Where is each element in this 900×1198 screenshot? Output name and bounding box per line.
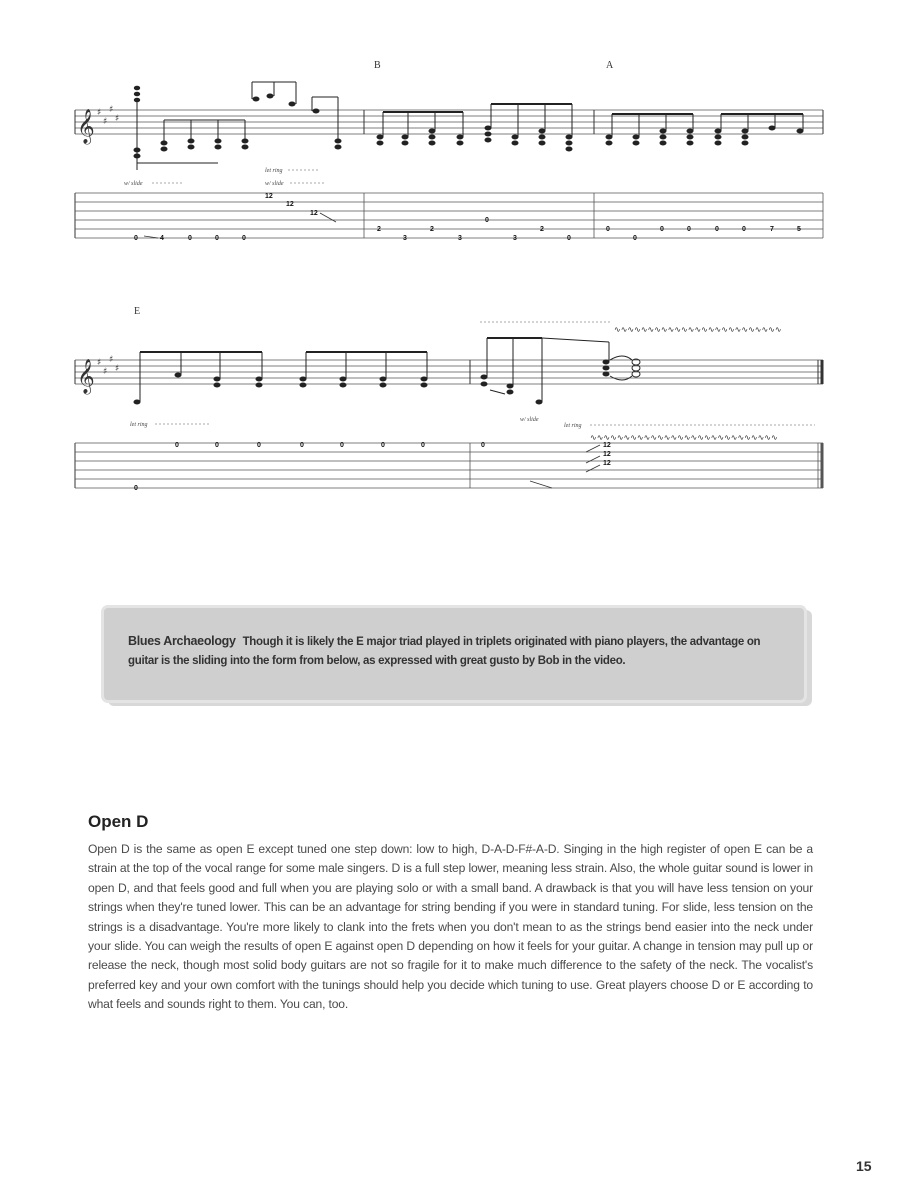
tab-fret: 5 <box>797 226 801 233</box>
notation-staff <box>75 110 823 134</box>
svg-text:♯: ♯ <box>109 355 114 365</box>
tab-staff <box>75 193 823 238</box>
tab-fret: 2 <box>430 226 434 233</box>
tab-fret: 0 <box>742 226 746 233</box>
tab-fret: 0 <box>567 235 571 242</box>
treble-clef-icon: 𝄞 <box>77 359 95 394</box>
tab-fret: 0 <box>633 235 637 242</box>
let-ring-annotation: let ring <box>130 422 148 428</box>
treble-clef-icon: 𝄞 <box>77 109 95 144</box>
tab-fret: 7 <box>770 226 774 233</box>
tab-fret: 3 <box>403 235 407 242</box>
w-slide-annotation: w/ slide <box>124 181 143 187</box>
chord-label-a: A <box>606 60 614 71</box>
let-ring-annotation: let ring <box>564 423 582 429</box>
tab-fret: 0 <box>687 226 691 233</box>
tab-fret: 0 <box>215 442 219 449</box>
vibrato-icon: ∿∿∿∿∿∿∿∿∿∿∿∿∿∿∿∿∿∿∿∿∿∿∿∿∿∿∿∿ <box>590 433 778 442</box>
tab-fret: 12 <box>286 201 294 208</box>
notation-staff <box>75 360 823 384</box>
tab-fret: 0 <box>481 442 485 449</box>
svg-text:♯: ♯ <box>115 364 120 374</box>
section-title: Open D <box>88 812 149 831</box>
chord-label-e: E <box>134 306 141 317</box>
tab-fret: 0 <box>215 235 219 242</box>
tab-staff <box>75 443 823 488</box>
tab-fret: 3 <box>513 235 517 242</box>
tab-fret: 0 <box>606 226 610 233</box>
tab-fret: 3 <box>458 235 462 242</box>
page-number: 15 <box>856 1158 872 1174</box>
tab-fret: 0 <box>188 235 192 242</box>
tab-fret: 0 <box>134 485 138 492</box>
system-2-score <box>0 290 900 510</box>
w-slide-annotation: w/ slide <box>520 417 539 423</box>
tab-fret: 2 <box>540 226 544 233</box>
tab-fret: 0 <box>340 442 344 449</box>
tab-fret: 0 <box>175 442 179 449</box>
tab-fret: 0 <box>715 226 719 233</box>
callout-title: Blues Archaeology <box>128 634 236 648</box>
svg-text:♯: ♯ <box>97 108 102 118</box>
tab-frets-measure-5 <box>481 442 611 488</box>
tab-fret: 0 <box>134 235 138 242</box>
svg-text:♯: ♯ <box>97 358 102 368</box>
tab-fret: 12 <box>603 451 611 458</box>
tab-frets-measure-1 <box>134 193 336 242</box>
svg-text:♯: ♯ <box>103 117 108 127</box>
system-1-score <box>0 0 900 270</box>
let-ring-annotation: let ring <box>265 168 283 174</box>
callout-body: Though it is likely the E major triad played in triplets originated with piano players, the advantage on guitar is the sliding into the form from below, as expressed with great gusto by Bob in the video. <box>128 636 761 667</box>
section-body: Open D is the same as open E except tuned one step down: low to high, D-A-D-F#-A-D. Singing in the high register of open E can be a strain at the top of the vocal range for some male singers. D is a full step lower, meaning less strain. Also, the whole guitar sound is lower in open D, and that feels good and full when you are playing solo or with a small band. A drawback is that you will have less tension on your strings when they're tuned lower. This can be an advantage for string bending if you were in standard tuning. For slide, less tension on the strings is a disadvantage. You're more likely to clank into the frets when you don't mean to as the strings bend easier into the neck under your slide. You can weigh the results of open E against open D depending on how it feels for your guitar. A change in tension may pull up or release the neck, though most solid body guitars are not so fragile for it to make much difference to the safety of the neck. The vocalist's preferred key and your own comfort with the tunings should help you decide which tuning to use. Great players choose D or E according to what feels and sounds right to them. You can, too. <box>88 842 813 1012</box>
music-system-1 <box>0 0 900 270</box>
tab-fret: 0 <box>242 235 246 242</box>
vibrato-icon: ∿∿∿∿∿∿∿∿∿∿∿∿∿∿∿∿∿∿∿∿∿∿∿∿∿ <box>614 325 782 334</box>
tab-fret: 12 <box>603 442 611 449</box>
tab-fret: 0 <box>485 217 489 224</box>
tab-fret: 4 <box>160 235 164 242</box>
tab-fret: 0 <box>421 442 425 449</box>
tab-fret: 2 <box>377 226 381 233</box>
svg-text:♯: ♯ <box>115 114 120 124</box>
svg-text:♯: ♯ <box>103 367 108 377</box>
music-system-2 <box>0 290 900 510</box>
tab-fret: 12 <box>265 193 273 200</box>
blues-archaeology-callout <box>104 608 804 700</box>
tab-fret: 12 <box>310 210 318 217</box>
measure-2-notes <box>377 126 573 152</box>
tab-frets-measure-4 <box>134 442 425 492</box>
callout-text-block <box>128 632 778 671</box>
measure-3-notes <box>606 126 804 146</box>
svg-text:♯: ♯ <box>109 105 114 115</box>
w-slide-annotation: w/ slide <box>265 181 284 187</box>
tab-fret: 0 <box>660 226 664 233</box>
measure-3-stems <box>612 114 803 137</box>
tab-fret: 0 <box>381 442 385 449</box>
tab-frets-measure-3 <box>606 226 801 242</box>
tab-fret: 0 <box>300 442 304 449</box>
tab-fret: 12 <box>603 460 611 467</box>
tab-fret: 0 <box>257 442 261 449</box>
measure-4-notes <box>134 373 428 405</box>
chord-label-b: B <box>374 60 381 71</box>
measure-1-stems <box>137 82 338 170</box>
